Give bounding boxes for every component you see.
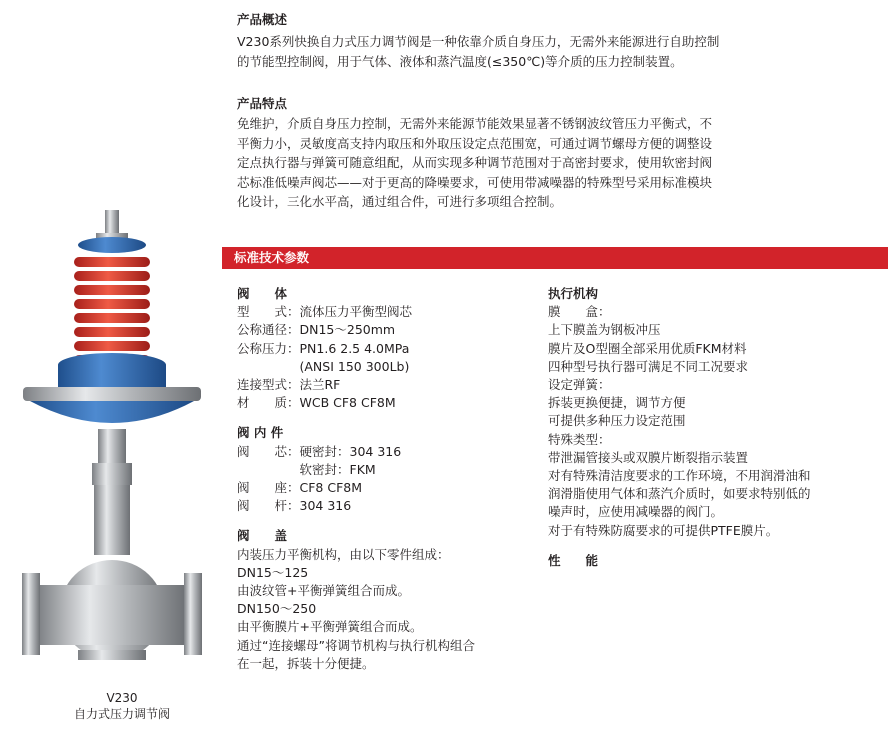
spec-spacer xyxy=(548,540,811,552)
specs-banner xyxy=(222,247,888,269)
spec-heading: 阀 体 xyxy=(237,286,288,301)
spec-line: 软密封：FKM xyxy=(237,461,376,477)
spec-line: 对有特殊清洁度要求的工作环境，不用润滑油和 xyxy=(548,468,811,484)
features-line: 免维护，介质自身压力控制，无需外来能源节能效果显著不锈钢波纹管压力平衡式，不 xyxy=(237,116,713,131)
spring-coil xyxy=(74,299,150,309)
spec-line: 阀 杆：304 316 xyxy=(237,498,352,514)
overview-line: V230系列快换自力式压力调节阀是一种依靠介质自身压力，无需外来能源进行自助控制 xyxy=(237,34,720,49)
product-model: V230 xyxy=(106,691,138,705)
spring-coil xyxy=(74,271,150,281)
spec-line: 设定弹簧： xyxy=(548,377,611,393)
spec-line: 材 质：WCB CF8 CF8M xyxy=(237,395,396,411)
spec-line: 润滑脂使用气体和蒸汽介质时，如要求特别低的 xyxy=(548,486,811,502)
spec-line: 噪声时，应使用减噪器的阀门。 xyxy=(548,504,724,520)
spring-coil xyxy=(74,257,150,267)
spring-coil xyxy=(74,313,150,323)
spec-heading: 阀 盖 xyxy=(237,528,288,544)
spec-line: 上下膜盖为钢板冲压 xyxy=(548,322,661,338)
spec-line: 拆装更换便捷，调节方便 xyxy=(548,395,686,411)
spec-line: 带泄漏管接头或双膜片断裂指示装置 xyxy=(548,449,749,465)
spec-line: DN15～125 xyxy=(237,564,309,580)
spec-line: 阀 芯：硬密封：304 316 xyxy=(237,443,402,459)
features-text xyxy=(237,114,712,212)
spec-line: 公称压力：PN1.6 2.5 4.0MPa xyxy=(237,340,410,356)
spec-line: 特殊类型： xyxy=(548,431,611,447)
spring-coils xyxy=(74,257,150,365)
spec-line: 可提供多种压力设定范围 xyxy=(548,413,686,429)
spring-coil xyxy=(74,341,150,351)
features-title: 产品特点 xyxy=(237,96,288,111)
spec-line: 膜 盒： xyxy=(548,304,611,320)
spec-line: 对于有特殊防腐要求的可提供PTFE膜片。 xyxy=(548,522,779,538)
spec-heading: 阀 内 件 xyxy=(237,425,284,441)
spec-spacer xyxy=(237,515,475,527)
features-line: 定点执行器与弹簧可随意组配，从而实现多种调节范围对于高密封要求，使用软密封阀 xyxy=(237,155,713,170)
overview-title: 产品概述 xyxy=(237,12,288,27)
spec-line: 由波纹管+平衡弹簧组合而成。 xyxy=(237,583,410,599)
product-caption xyxy=(22,690,222,722)
spec-line: 型 式：流体压力平衡型阀芯 xyxy=(237,304,413,320)
specs-right-column xyxy=(548,285,811,570)
specs-left-column xyxy=(237,285,475,673)
spec-line: 公称通径：DN15～250mm xyxy=(237,322,396,338)
overview-text xyxy=(237,32,719,71)
spec-line: 连接型式：法兰RF xyxy=(237,377,341,393)
spec-line: 在一起，拆装十分便捷。 xyxy=(237,655,375,671)
specs-banner-label: 标准技术参数 xyxy=(234,250,310,265)
spec-line: 内装压力平衡机构，由以下零件组成： xyxy=(237,546,450,562)
spec-line: 膜片及O型圈全部采用优质FKM材料 xyxy=(548,340,747,356)
spec-heading: 执行机构 xyxy=(548,286,599,301)
spring-coil xyxy=(74,327,150,337)
spring-coil xyxy=(74,285,150,295)
spec-line: (ANSI 150 300Lb) xyxy=(237,358,410,374)
features-line: 芯标准低噪声阀芯——对于更高的降噪要求，可使用带减噪器的特殊型号采用标准模块 xyxy=(237,174,713,190)
spec-line: 四种型号执行器可满足不同工况要求 xyxy=(548,358,749,374)
spec-spacer xyxy=(237,412,475,424)
spec-line: DN150～250 xyxy=(237,601,317,617)
valve-illustration xyxy=(8,205,218,685)
features-line: 化设计，三化水平高，通过组合件，可进行多项组合控制。 xyxy=(237,194,563,209)
product-name: 自力式压力调节阀 xyxy=(73,707,170,721)
features-line: 平衡力小，灵敏度高支持内取压和外取压设定点范围宽，可通过调节螺母方便的调整设 xyxy=(237,135,713,151)
overview-line: 的节能型控制阀，用于气体、液体和蒸汽温度(≤350℃)等介质的压力控制装置。 xyxy=(237,53,683,69)
spec-line: 由平衡膜片+平衡弹簧组合而成。 xyxy=(237,619,423,635)
spec-heading: 性 能 xyxy=(548,552,599,568)
spec-line: 通过“连接螺母”将调节机构与执行机构组合 xyxy=(237,637,475,653)
spec-line: 阀 座：CF8 CF8M xyxy=(237,480,363,496)
